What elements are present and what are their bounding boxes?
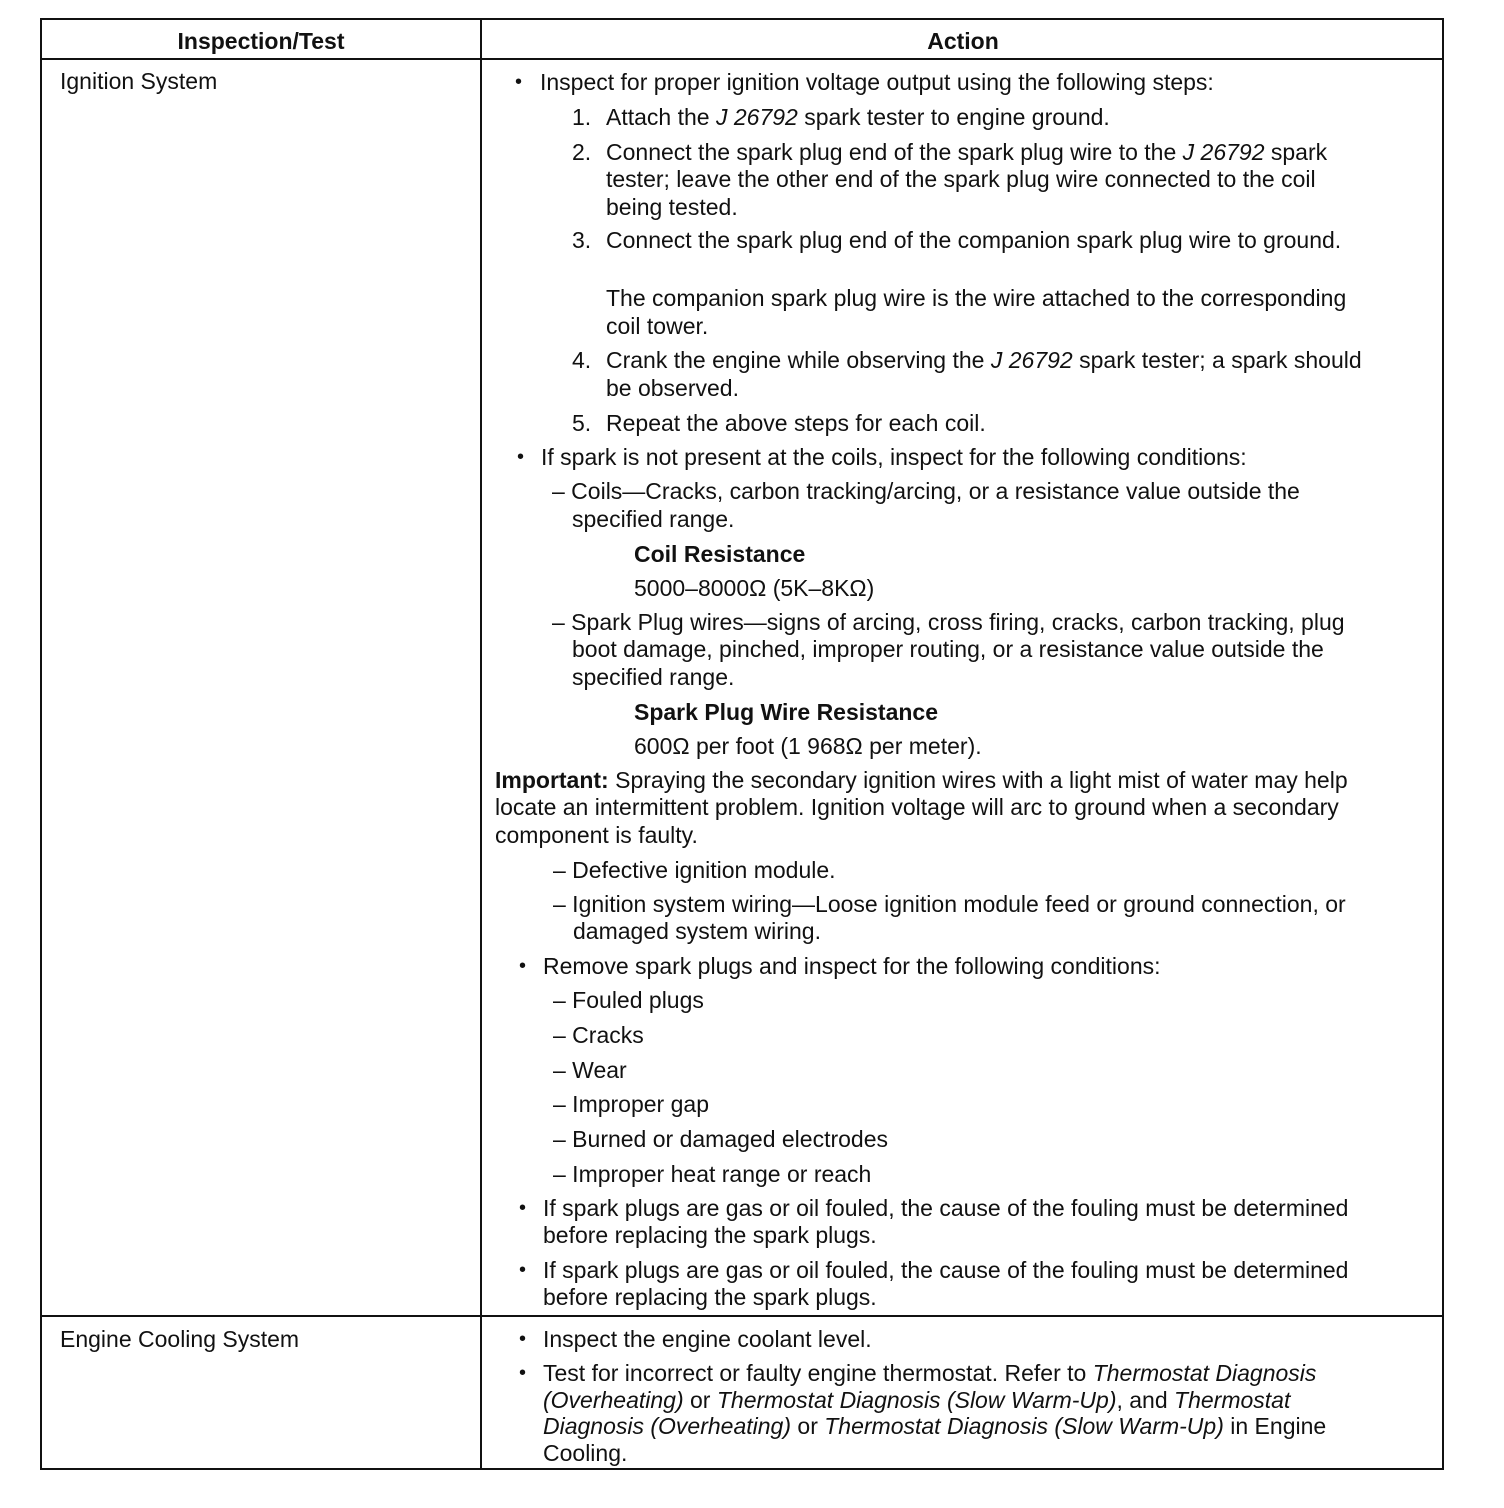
cooling-text: or xyxy=(791,1413,825,1439)
condition-coils-line-2: specified range. xyxy=(572,506,735,532)
header-divider xyxy=(42,58,1442,60)
step-3: Connect the spark plug end of the companion spark plug wire to ground. xyxy=(606,227,1342,253)
important-text: Spraying the secondary ignition wires with a light mist of water may help xyxy=(608,767,1348,793)
step-4-text-end: spark tester; a spark should xyxy=(1072,347,1362,373)
plug-condition: – Cracks xyxy=(553,1022,644,1048)
plug-condition: – Burned or damaged electrodes xyxy=(553,1126,888,1152)
plug-condition: – Improper gap xyxy=(553,1091,709,1117)
cooling-bullet-2-line-1 xyxy=(543,1359,1316,1387)
condition-wires-line-1: – Spark Plug wires—signs of arcing, cross firing, cracks, carbon tracking, plug xyxy=(552,609,1345,635)
wire-resistance-title: Spark Plug Wire Resistance xyxy=(634,699,939,725)
tool-ref: J 26792 xyxy=(990,347,1073,373)
ignition-bullet-2: If spark is not present at the coils, inspect for the following conditions: xyxy=(541,444,1247,470)
doc-ref: (Overheating) xyxy=(543,1387,684,1413)
step-5: Repeat the above steps for each coil. xyxy=(606,410,986,436)
wire-resistance-value: 600Ω per foot (1 968Ω per meter). xyxy=(634,733,982,759)
condition-wiring-line-2: damaged system wiring. xyxy=(573,918,821,944)
row-label-cooling: Engine Cooling System xyxy=(60,1326,300,1352)
step-number: 4. xyxy=(572,347,592,373)
cooling-bullet-2-line-3 xyxy=(543,1412,1326,1440)
bullet-icon: • xyxy=(519,1197,527,1219)
tool-ref: J 26792 xyxy=(715,104,798,130)
cooling-text: , and xyxy=(1116,1387,1175,1413)
step-2-line-1 xyxy=(606,138,1327,166)
tool-ref: J 26792 xyxy=(1182,139,1265,165)
bullet-icon: • xyxy=(519,1328,527,1350)
bullet-icon: • xyxy=(515,71,523,93)
condition-module: – Defective ignition module. xyxy=(553,857,836,883)
cooling-bullet-1: Inspect the engine coolant level. xyxy=(543,1326,872,1352)
coil-resistance-title: Coil Resistance xyxy=(634,541,806,567)
cooling-text: Test for incorrect or faulty engine thermostat. Refer to xyxy=(543,1360,1093,1386)
step-1-text: Attach the xyxy=(606,104,716,130)
bullet-icon: • xyxy=(519,955,527,977)
step-2-text: Connect the spark plug end of the spark plug wire to the xyxy=(606,139,1183,165)
step-4-text: Crank the engine while observing the xyxy=(606,347,991,373)
cooling-text: or xyxy=(683,1387,717,1413)
bullet-icon: • xyxy=(519,1362,527,1384)
condition-coils-line-1: – Coils—Cracks, carbon tracking/arcing, or a resistance value outside the xyxy=(552,478,1300,504)
step-3-note-line-1: The companion spark plug wire is the wire attached to the corresponding xyxy=(606,285,1347,311)
step-number: 2. xyxy=(572,139,592,165)
step-4-line-2: be observed. xyxy=(606,375,739,401)
doc-ref: Thermostat Diagnosis (Slow Warm-Up) xyxy=(716,1387,1117,1413)
ignition-bullet-5-line-1: If spark plugs are gas or oil fouled, the cause of the fouling must be determined xyxy=(543,1257,1349,1283)
row-label-ignition: Ignition System xyxy=(60,68,218,94)
condition-wires-line-3: specified range. xyxy=(572,664,735,690)
doc-ref: Thermostat Diagnosis xyxy=(1092,1360,1317,1386)
cooling-text: in Engine xyxy=(1223,1413,1327,1439)
plug-condition: – Wear xyxy=(553,1057,627,1083)
ignition-bullet-1: Inspect for proper ignition voltage output using the following steps: xyxy=(540,69,1214,95)
important-note-line-3: component is faulty. xyxy=(495,822,698,848)
ignition-bullet-4-line-2: before replacing the spark plugs. xyxy=(543,1222,877,1248)
step-1-text-end: spark tester to engine ground. xyxy=(797,104,1110,130)
doc-ref: Thermostat xyxy=(1174,1387,1291,1413)
header-action: Action xyxy=(927,28,999,54)
plug-condition: – Improper heat range or reach xyxy=(553,1161,872,1187)
step-2-line-2: tester; leave the other end of the spark plug wire connected to the coil xyxy=(606,166,1316,192)
step-2-line-3: being tested. xyxy=(606,194,738,220)
plug-condition: – Fouled plugs xyxy=(553,987,704,1013)
important-note-line-2: locate an intermittent problem. Ignition voltage will arc to ground when a secondary xyxy=(495,794,1339,820)
condition-wires-line-2: boot damage, pinched, improper routing, or a resistance value outside the xyxy=(572,636,1324,662)
ignition-bullet-4-line-1: If spark plugs are gas or oil fouled, the cause of the fouling must be determined xyxy=(543,1195,1349,1221)
doc-ref: Thermostat Diagnosis (Slow Warm-Up) xyxy=(824,1413,1224,1439)
step-number: 1. xyxy=(572,104,592,130)
cooling-bullet-2-line-4: Cooling. xyxy=(543,1440,628,1466)
important-note-line-1 xyxy=(495,766,1348,794)
condition-wiring-line-1: – Ignition system wiring—Loose ignition module feed or ground connection, or xyxy=(553,891,1346,917)
step-number: 5. xyxy=(572,410,592,436)
bullet-icon: • xyxy=(517,446,525,468)
step-4-line-1 xyxy=(606,346,1362,374)
step-number: 3. xyxy=(572,227,592,253)
header-inspection-test: Inspection/Test xyxy=(177,28,345,54)
step-2-text-end: spark xyxy=(1264,139,1328,165)
cooling-bullet-2-line-2 xyxy=(543,1386,1290,1414)
important-label: Important: xyxy=(495,767,609,793)
row-divider xyxy=(42,1315,1442,1317)
ignition-bullet-3: Remove spark plugs and inspect for the following conditions: xyxy=(543,953,1161,979)
column-divider xyxy=(480,20,482,1468)
coil-resistance-value: 5000–8000Ω (5K–8KΩ) xyxy=(634,575,875,601)
bullet-icon: • xyxy=(519,1259,527,1281)
ignition-bullet-5-line-2: before replacing the spark plugs. xyxy=(543,1284,877,1310)
step-1 xyxy=(606,103,1110,131)
step-3-note-line-2: coil tower. xyxy=(606,313,709,339)
doc-ref: Diagnosis (Overheating) xyxy=(543,1413,792,1439)
